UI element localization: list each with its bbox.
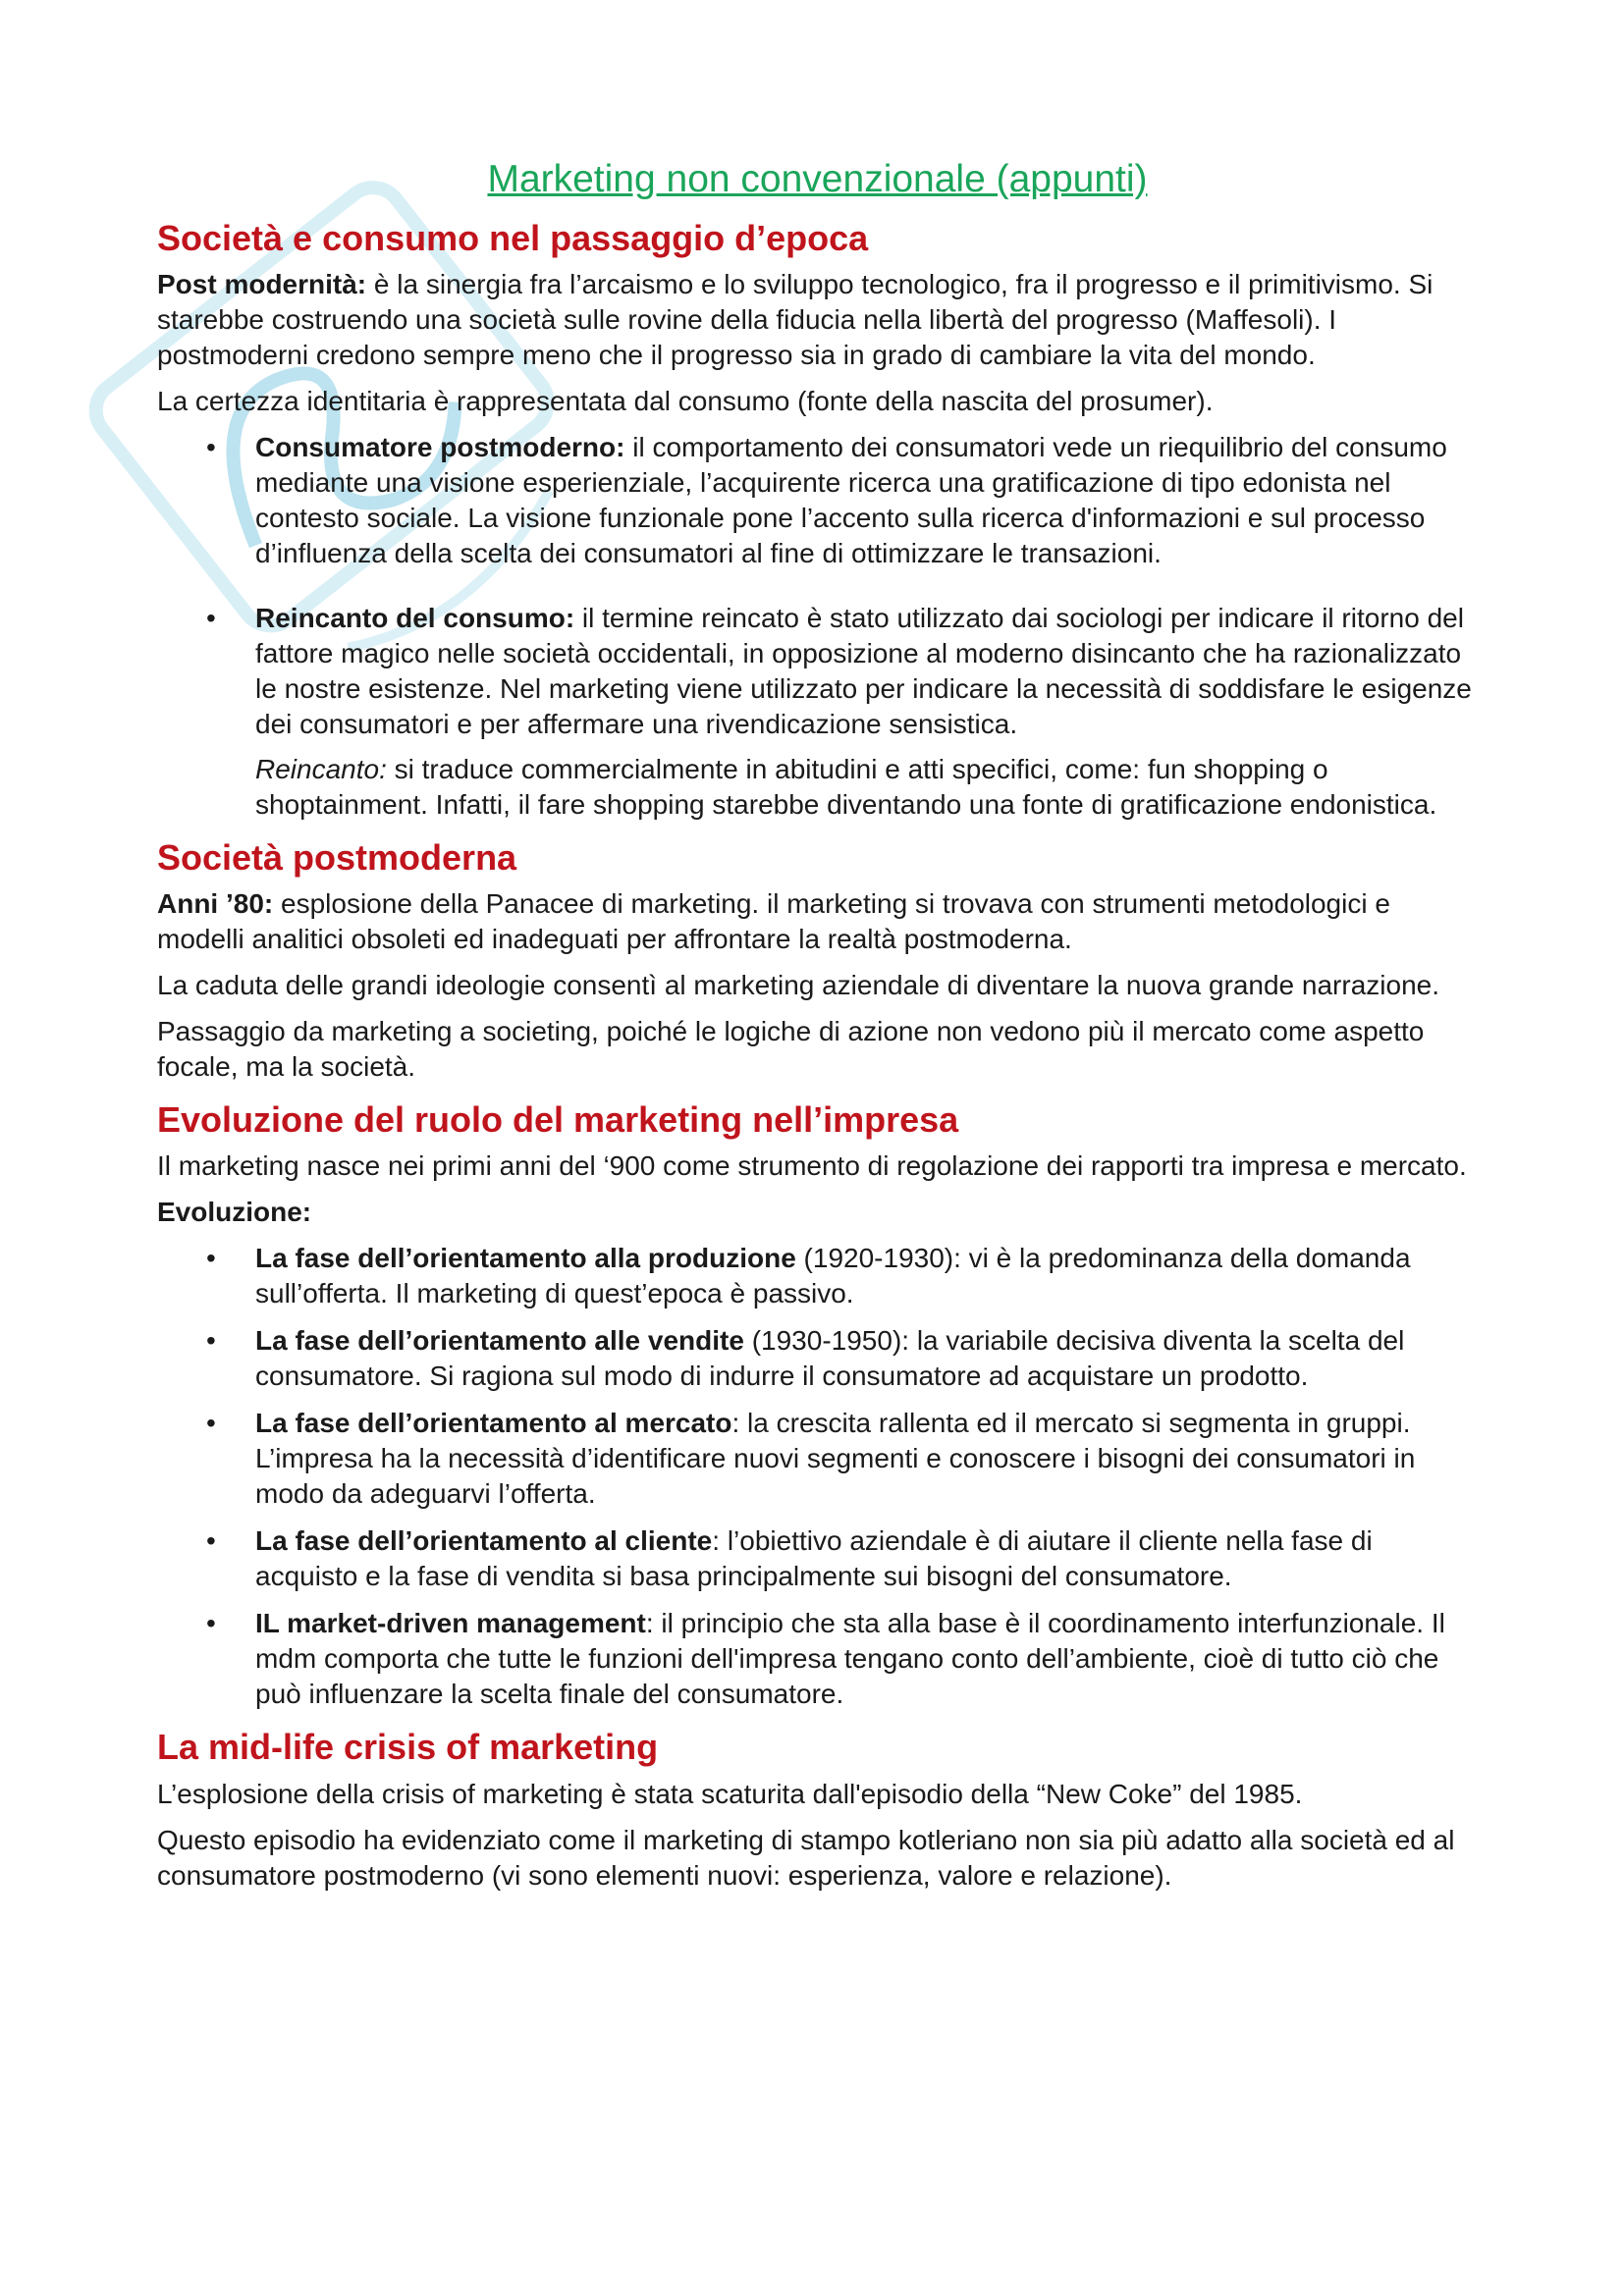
bold-term: La fase dell’orientamento alle vendite <box>255 1325 744 1357</box>
list-item-text: il comportamento dei consumatori vede un riequilibrio del consumo mediante una visione esperienziale, l’acquirente ricerca una gratificazione di tipo edonista nel contesto sociale. La visione funzionale pone l’accento sulla ricerca d'informazioni e sul processo d’influenza della scelta dei consumatori al fine di ottimizzare le transazioni. <box>255 431 1447 568</box>
list-item <box>157 1606 1478 1712</box>
bold-label: Evoluzione: <box>157 1197 312 1228</box>
paragraph-text: è la sinergia fra l’arcaismo e lo sviluppo tecnologico, fra il progresso e il primitivismo. Si starebbe costruendo una società sulle rovine della fiducia nella libertà del progresso (Maffesoli). I postmoderni credono sempre meno che il progresso sia in grado di cambiare la vita del mondo. <box>157 268 1434 370</box>
bold-term: IL market-driven management <box>255 1608 646 1639</box>
paragraph: La certezza identitaria è rappresentata dal consumo (fonte della nascita del prosumer). <box>157 385 1214 416</box>
sub-paragraph-text: si traduce commercialmente in abitudini e atti specifici, come: fun shopping o shoptainment. Infatti, il fare shopping starebbe diventando una fonte di gratificazione endonistica. <box>255 753 1437 820</box>
bullet-icon: • <box>206 1243 216 1274</box>
bullet-icon: • <box>206 1525 216 1557</box>
list-item-text: : la crescita rallenta ed il mercato si segmenta in gruppi. L’impresa ha la necessità d’identificare nuovi segmenti e conoscere i bisogni dei consumatori in modo da adeguarvi l’offerta. <box>255 1408 1416 1510</box>
bullet-icon: • <box>206 602 216 633</box>
bold-term: Reincanto del consumo: <box>255 602 575 633</box>
bold-term: La fase dell’orientamento al mercato <box>255 1408 732 1439</box>
list-item-text: (1930-1950): la variabile decisiva diventa la scelta del consumatore. Si ragiona sul modo di indurre il consumatore ad acquistare un prodotto. <box>255 1325 1405 1392</box>
list-item <box>157 1323 1478 1394</box>
section-heading: La mid-life crisis of marketing <box>157 1727 659 1768</box>
document-title: Marketing non convenzionale (appunti) <box>487 158 1148 200</box>
sub-paragraph <box>255 752 1478 823</box>
bullet-icon: • <box>206 1608 216 1639</box>
paragraph-text: esplosione della Panacee di marketing. il marketing si trovava con strumenti metodologici e modelli analitici obsoleti ed inadeguati per affrontare la realtà postmoderna. <box>157 888 1390 955</box>
bold-term: Consumatore postmoderno: <box>255 431 625 462</box>
list-item <box>157 430 1478 571</box>
bullet-icon: • <box>206 1408 216 1439</box>
list-item <box>157 1241 1478 1311</box>
section-heading: Società postmoderna <box>157 836 517 878</box>
paragraph <box>157 1195 1478 1230</box>
italic-term: Reincanto: <box>255 753 387 784</box>
list-item-text: (1920-1930): vi è la predominanza della domanda sull’offerta. Il marketing di quest’epoca è passivo. <box>255 1243 1411 1309</box>
list-item <box>157 1406 1478 1512</box>
bold-term: Post modernità: <box>157 268 367 299</box>
bullet-icon: • <box>206 431 216 462</box>
paragraph <box>157 886 1478 957</box>
paragraph: La caduta delle grandi ideologie consentì al marketing aziendale di diventare la nuova grande narrazione. <box>157 970 1439 1001</box>
bullet-icon: • <box>206 1325 216 1357</box>
bullet-list <box>157 1241 1478 1712</box>
bold-term: Anni ’80: <box>157 888 274 920</box>
paragraph: Passaggio da marketing a societing, poiché le logiche di azione non vedono più il mercato come aspetto focale, ma la società. <box>157 1016 1425 1083</box>
list-item-text: : l’obiettivo aziendale è di aiutare il cliente nella fase di acquisto e la fase di vendita si basa principalmente sui bisogni del consumatore. <box>255 1525 1373 1592</box>
list-item <box>157 1523 1478 1594</box>
bold-term: La fase dell’orientamento alla produzione <box>255 1243 796 1274</box>
paragraph: Il marketing nasce nei primi anni del ‘900 come strumento di regolazione dei rapporti tra impresa e mercato. <box>157 1150 1467 1182</box>
document-page <box>157 147 1478 1904</box>
paragraph <box>157 267 1478 373</box>
paragraph: Questo episodio ha evidenziato come il marketing di stampo kotleriano non sia più adatto alla società ed al consumatore postmoderno (vi sono elementi nuovi: esperienza, valore e relazione). <box>157 1824 1455 1891</box>
list-item-text: : il principio che sta alla base è il coordinamento interfunzionale. Il mdm comporta che tutte le funzioni dell'impresa tengano conto dell’ambiente, cioè di tutto ciò che può influenzare la scelta finale del consumatore. <box>255 1608 1445 1710</box>
list-item-text: il termine reincato è stato utilizzato dai sociologi per indicare il ritorno del fattore magico nelle società occidentali, in opposizione al moderno disincanto che ha razionalizzato le nostre esistenze. Nel marketing viene utilizzato per indicare la necessità di soddisfare le esigenze dei consumatori e per affermare una rivendicazione sensistica. <box>255 602 1472 739</box>
section-heading: Società e consumo nel passaggio d’epoca <box>157 217 869 258</box>
bullet-list <box>157 430 1478 823</box>
bold-term: La fase dell’orientamento al cliente <box>255 1525 713 1557</box>
list-item <box>157 601 1478 823</box>
paragraph: L’esplosione della crisis of marketing è stata scaturita dall'episodio della “New Coke” del 1985. <box>157 1778 1303 1809</box>
section-heading: Evoluzione del ruolo del marketing nell’impresa <box>157 1099 959 1141</box>
